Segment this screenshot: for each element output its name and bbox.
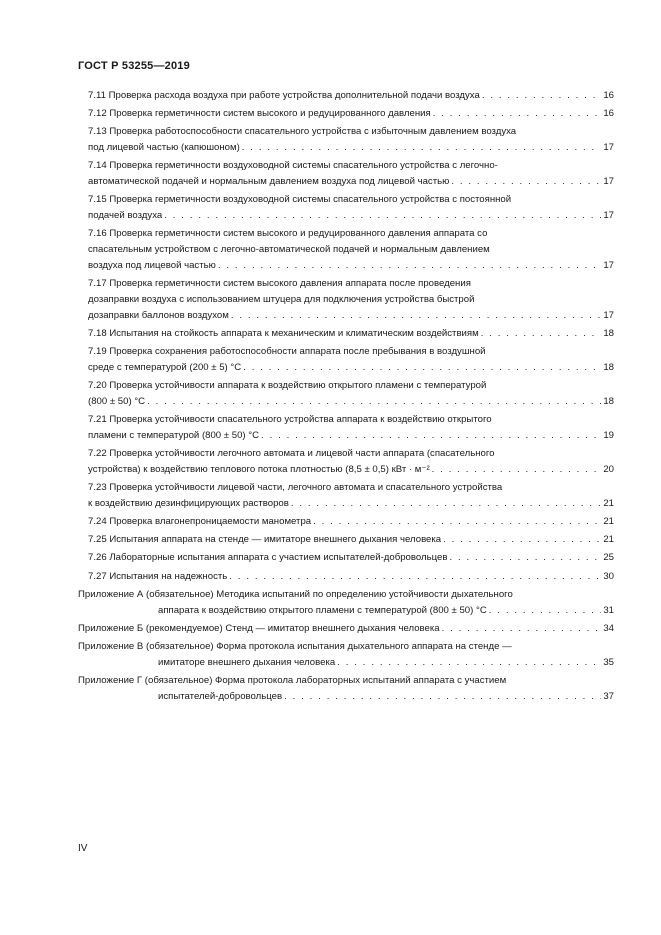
toc-entry-text: 7.13 Проверка работоспособности спасательного устройства с избыточным давлением воздуха — [88, 126, 517, 138]
toc-entry-line — [88, 532, 614, 548]
toc-entry-text: дозаправки баллонов воздухом — [88, 309, 229, 321]
toc-entry[interactable] — [78, 226, 614, 273]
toc-page-number: 20 — [603, 463, 614, 475]
dot-leader — [489, 603, 602, 619]
toc-page-number: 17 — [603, 210, 614, 222]
toc-entry-text: среде с температурой (200 ± 5) °С — [88, 361, 242, 373]
toc-page-number: 35 — [603, 656, 614, 668]
toc-entry[interactable] — [78, 124, 614, 156]
dot-leader — [243, 360, 601, 376]
dot-leader — [218, 258, 602, 274]
dot-leader — [443, 532, 601, 548]
toc-entry[interactable] — [78, 446, 614, 478]
toc-entry-line — [88, 276, 614, 292]
toc-page-number: 37 — [603, 690, 614, 702]
toc-page-number: 18 — [603, 327, 614, 339]
toc-entry-line — [88, 308, 614, 324]
toc-entry-line — [88, 208, 614, 224]
toc-page-number: 34 — [603, 622, 614, 634]
toc-entry-text: 7.24 Проверка влагонепроницаемости манометра — [88, 516, 312, 527]
toc-page-number: 31 — [603, 604, 614, 616]
toc-entry-text: 7.19 Проверка сохранения работоспособности аппарата после пребывания в воздушной — [88, 346, 486, 358]
toc-page-number: 17 — [603, 309, 614, 321]
toc-entry-line — [78, 603, 614, 619]
toc-entry-line — [88, 480, 614, 496]
toc-entry-line — [88, 292, 614, 308]
toc-entry[interactable] — [78, 276, 614, 323]
dot-leader — [337, 655, 601, 671]
dot-leader — [451, 174, 601, 190]
toc-entry-text: 7.15 Проверка герметичности воздуховодной системы спасательного устройства с постоянной — [88, 194, 512, 206]
toc-entry-line — [88, 326, 614, 342]
dot-leader — [449, 550, 601, 566]
dot-leader — [242, 140, 602, 156]
toc-entry-line — [78, 587, 614, 603]
toc-entry-line — [88, 106, 614, 122]
toc-entry-text: 7.25 Испытания аппарата на стенде — имитаторе внешнего дыхания человека — [88, 534, 442, 546]
toc-entry-line — [88, 394, 614, 410]
toc-page-number: 17 — [603, 176, 614, 188]
toc-entry-text: 7.16 Проверка герметичности систем высокого и редуцированного давления аппарата со — [88, 228, 488, 240]
toc-entry[interactable] — [78, 326, 614, 342]
toc-entry-text: 7.27 Испытания на надежность — [88, 570, 228, 582]
toc-entry-line — [78, 639, 614, 655]
toc-entry[interactable] — [78, 480, 614, 512]
toc-entry-line — [88, 124, 614, 140]
toc-entry-line — [88, 514, 614, 530]
toc-entry-line — [78, 689, 614, 705]
toc-entry-line — [88, 550, 614, 566]
toc-entry-line — [88, 569, 614, 585]
toc-entry-text: дозаправки воздуха с использованием штуцера для подключения устройства быстрой — [88, 293, 475, 305]
toc-entry-text: 7.20 Проверка устойчивости аппарата к воздействию открытого пламени с температурой — [88, 380, 487, 392]
toc-entry-line — [88, 174, 614, 190]
toc-entry-line — [88, 88, 614, 104]
toc-entry-text: подачей воздуха — [88, 210, 163, 222]
toc-entry-text: автоматической подачей и нормальным давлением воздуха под лицевой частью — [88, 176, 450, 188]
toc-entry-text: 7.11 Проверка расхода воздуха при работе устройства дополнительной подачи воздуха — [88, 90, 480, 101]
toc-page-number: 30 — [603, 570, 614, 582]
toc-entry[interactable] — [78, 158, 614, 190]
toc-page-number: 21 — [603, 534, 614, 546]
toc-entry-line — [88, 192, 614, 208]
toc-entry-line — [88, 360, 614, 376]
toc-entry-line — [88, 446, 614, 462]
toc-entry[interactable] — [78, 550, 614, 566]
dot-leader — [291, 496, 601, 512]
page-number: IV — [78, 843, 88, 854]
toc-page-number: 21 — [603, 516, 614, 527]
toc-entry-text: (800 ± 50) °С — [88, 395, 146, 407]
toc-entry[interactable] — [78, 412, 614, 444]
document-code: ГОСТ Р 53255—2019 — [78, 60, 190, 72]
toc-entry-line — [78, 673, 614, 689]
toc-page-number: 17 — [603, 259, 614, 271]
dot-leader — [261, 428, 601, 444]
dot-leader — [442, 621, 602, 637]
toc-entry-line — [88, 158, 614, 174]
toc-entry-text: Приложение Г (обязательное) Форма протокола лабораторных испытаний аппарата с участием — [78, 674, 507, 686]
toc-entry-line — [88, 140, 614, 156]
toc-entry-text: под лицевой частью (капюшоном) — [88, 142, 240, 154]
toc-page-number: 17 — [603, 142, 614, 154]
toc-entry-line — [88, 428, 614, 444]
dot-leader — [164, 208, 601, 224]
toc-page-number: 19 — [603, 429, 614, 441]
toc-entry-text: пламени с температурой (800 ± 50) °С — [88, 429, 260, 441]
toc-entry-line — [88, 412, 614, 428]
toc-entry-text: 7.14 Проверка герметичности воздуховодной системы спасательного устройства с легочно- — [88, 160, 498, 172]
toc-entry-text: к воздействию дезинфицирующих растворов — [88, 497, 289, 509]
toc-entry-line — [88, 242, 614, 258]
toc-entry[interactable] — [78, 378, 614, 410]
dot-leader — [231, 308, 602, 324]
table-of-contents — [78, 88, 614, 707]
toc-entry-line — [78, 655, 614, 671]
toc-appendix-entry[interactable] — [78, 621, 614, 637]
toc-entry-text: 7.23 Проверка устойчивости лицевой части, легочного автомата и спасательного устройства — [88, 482, 503, 494]
toc-entry-text: 7.17 Проверка герметичности систем высокого давления аппарата после проведения — [88, 278, 471, 290]
toc-entry[interactable] — [78, 514, 614, 530]
toc-entry-line — [88, 344, 614, 360]
dot-leader — [284, 689, 601, 705]
toc-entry-text: воздуха под лицевой частью — [88, 259, 216, 271]
toc-entry-text: 7.12 Проверка герметичности систем высокого и редуцированного давления — [88, 108, 431, 120]
toc-entry-text: спасательным устройством с легочно-автоматической подачей и нормальным давлением — [88, 244, 490, 256]
toc-entry-text: Приложение Б (рекомендуемое) Стенд — имитатор внешнего дыхания человека — [78, 622, 440, 634]
toc-entry-line — [88, 226, 614, 242]
dot-leader — [313, 514, 601, 530]
toc-entry-text: 7.21 Проверка устойчивости спасательного устройства аппарата к воздействию открытого — [88, 414, 492, 426]
toc-entry-line — [78, 621, 614, 637]
dot-leader — [482, 88, 602, 104]
toc-page-number: 25 — [603, 552, 614, 564]
toc-appendix-entry[interactable] — [78, 587, 614, 619]
dot-leader — [433, 106, 602, 122]
dot-leader — [481, 326, 602, 342]
dot-leader — [147, 394, 601, 410]
toc-page-number: 18 — [603, 395, 614, 407]
toc-entry-text: аппарата к воздействию открытого пламени с температурой (800 ± 50) °С — [158, 604, 487, 616]
toc-entry-text: имитаторе внешнего дыхания человека — [158, 656, 336, 668]
toc-entry-text: 7.22 Проверка устойчивости легочного автомата и лицевой части аппарата (спасательного — [88, 448, 495, 460]
toc-entry-text: испытателей-добровольцев — [158, 690, 283, 702]
toc-entry-text: устройства) к воздействию теплового потока плотностью (8,5 ± 0,5) кВт · м⁻² — [88, 463, 430, 475]
toc-page-number: 18 — [603, 361, 614, 373]
toc-entry[interactable] — [78, 532, 614, 548]
toc-entry-text: 7.18 Испытания на стойкость аппарата к механическим и климатическим воздействиям — [88, 327, 479, 339]
toc-entry[interactable] — [78, 344, 614, 376]
toc-page-number: 16 — [603, 90, 614, 101]
toc-entry-line — [88, 462, 614, 478]
toc-entry-line — [88, 258, 614, 274]
dot-leader — [432, 462, 602, 478]
toc-entry[interactable] — [78, 106, 614, 122]
toc-entry-text: 7.26 Лабораторные испытания аппарата с участием испытателей-добровольцев — [88, 552, 448, 564]
toc-entry[interactable] — [78, 569, 614, 585]
toc-entry-line — [88, 378, 614, 394]
toc-entry-text: Приложение А (обязательное) Методика испытаний по определению устойчивости дыхательного — [78, 588, 513, 600]
toc-entry-line — [88, 496, 614, 512]
toc-appendix-entry[interactable] — [78, 639, 614, 671]
toc-entry-text: Приложение В (обязательное) Форма протокола испытания дыхательного аппарата на стенде — — [78, 640, 512, 652]
toc-page-number: 21 — [603, 497, 614, 509]
toc-appendix-entry[interactable] — [78, 673, 614, 705]
toc-entry[interactable] — [78, 88, 614, 104]
dot-leader — [229, 569, 601, 585]
toc-page-number: 16 — [603, 108, 614, 120]
toc-entry[interactable] — [78, 192, 614, 224]
